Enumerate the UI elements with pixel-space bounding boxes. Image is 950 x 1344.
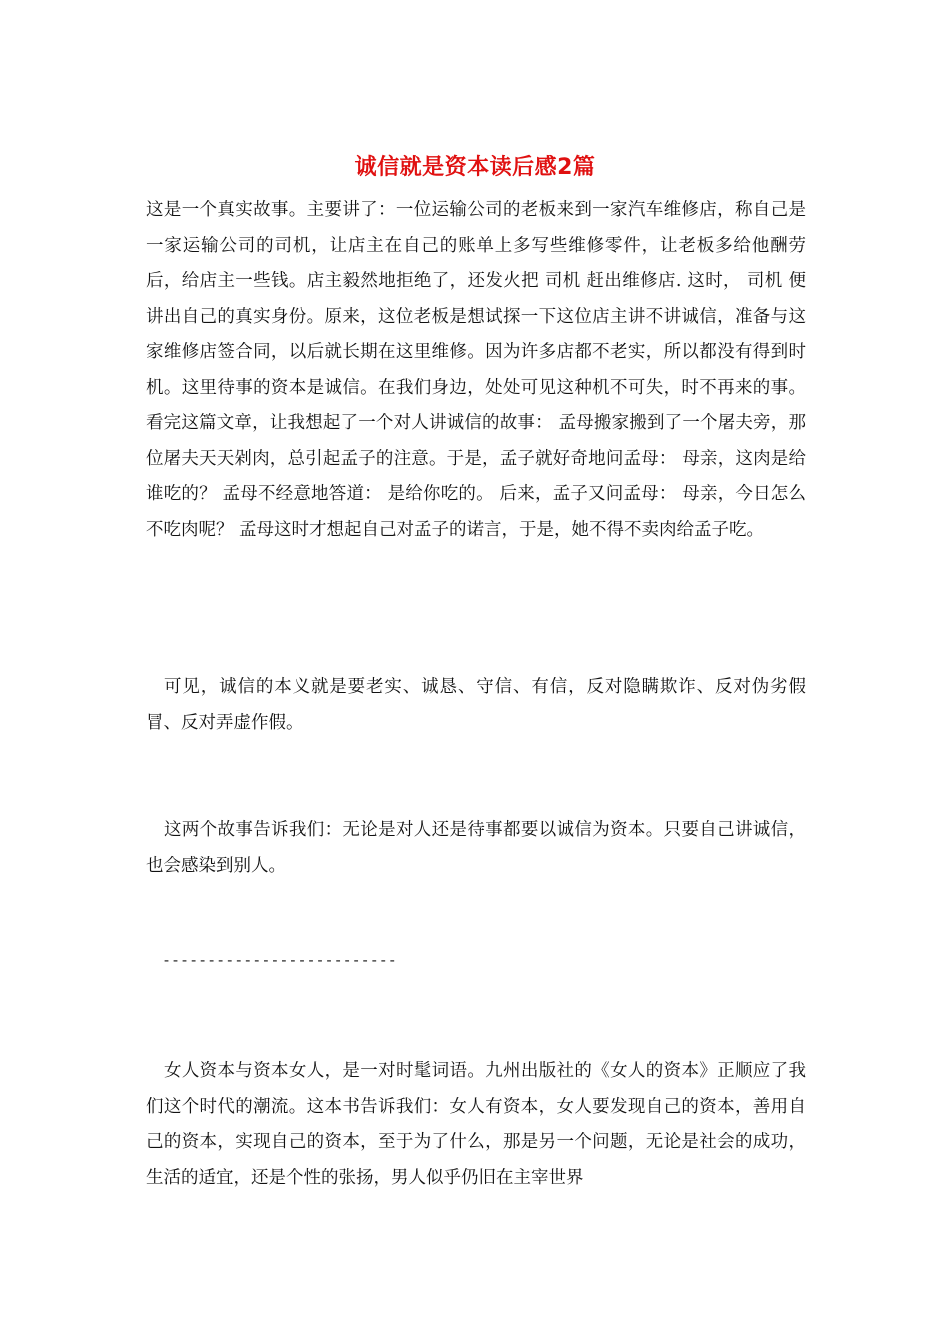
paragraph-2: 可见，诚信的本义就是要老实、诚恳、守信、有信，反对隐瞒欺诈、反对伪劣假冒、反对弄虚作假。	[146, 677, 806, 733]
section-divider: --------------------------	[162, 951, 397, 969]
paragraph-4: 女人资本与资本女人，是一对时髦词语。九州出版社的《女人的资本》正顺应了我们这个时代的潮流。这本书告诉我们：女人有资本，女人要发现自己的资本，善用自己的资本，实现自己的资本，至于为了什么，那是另一个问题，无论是社会的成功，生活的适宜，还是个性的张扬，男人似乎仍旧在主宰世界	[146, 1061, 806, 1188]
paragraph-3: 这两个故事告诉我们：无论是对人还是待事都要以诚信为资本。只要自己讲诚信，也会感染到别人。	[146, 820, 806, 876]
document-title: 诚信就是资本读后感2篇	[354, 155, 596, 180]
paragraph-1: 这是一个真实故事。主要讲了：一位运输公司的老板来到一家汽车维修店，称自己是一家运输公司的司机，让店主在自己的账单上多写些维修零件，让老板多给他酬劳后，给店主一些钱。店主毅然地拒绝了，还发火把 司机 赶出维修店. 这时， 司机 便讲出自己的真实身份。原来，这位老板是想试探一下这位店主讲不讲诚信，准备与这家维修店签合同，以后就长期在这里维修。因为许多店都不老实，所以都没有得到时机。这里待事的资本是诚信。在我们身边，处处可见这种机不可失，时不再来的事。看完这篇文章，让我想起了一个对人讲诚信的故事： 孟母搬家搬到了一个屠夫旁，那位屠夫天天剁肉，总引起孟子的注意。于是，孟子就好奇地问孟母： 母亲，这肉是给谁吃的？ 孟母不经意地答道： 是给你吃的。 后来，孟子又问孟母： 母亲，今日怎么不吃肉呢？ 孟母这时才想起自己对孟子的诺言，于是，她不得不卖肉给孟子吃。	[146, 200, 806, 540]
